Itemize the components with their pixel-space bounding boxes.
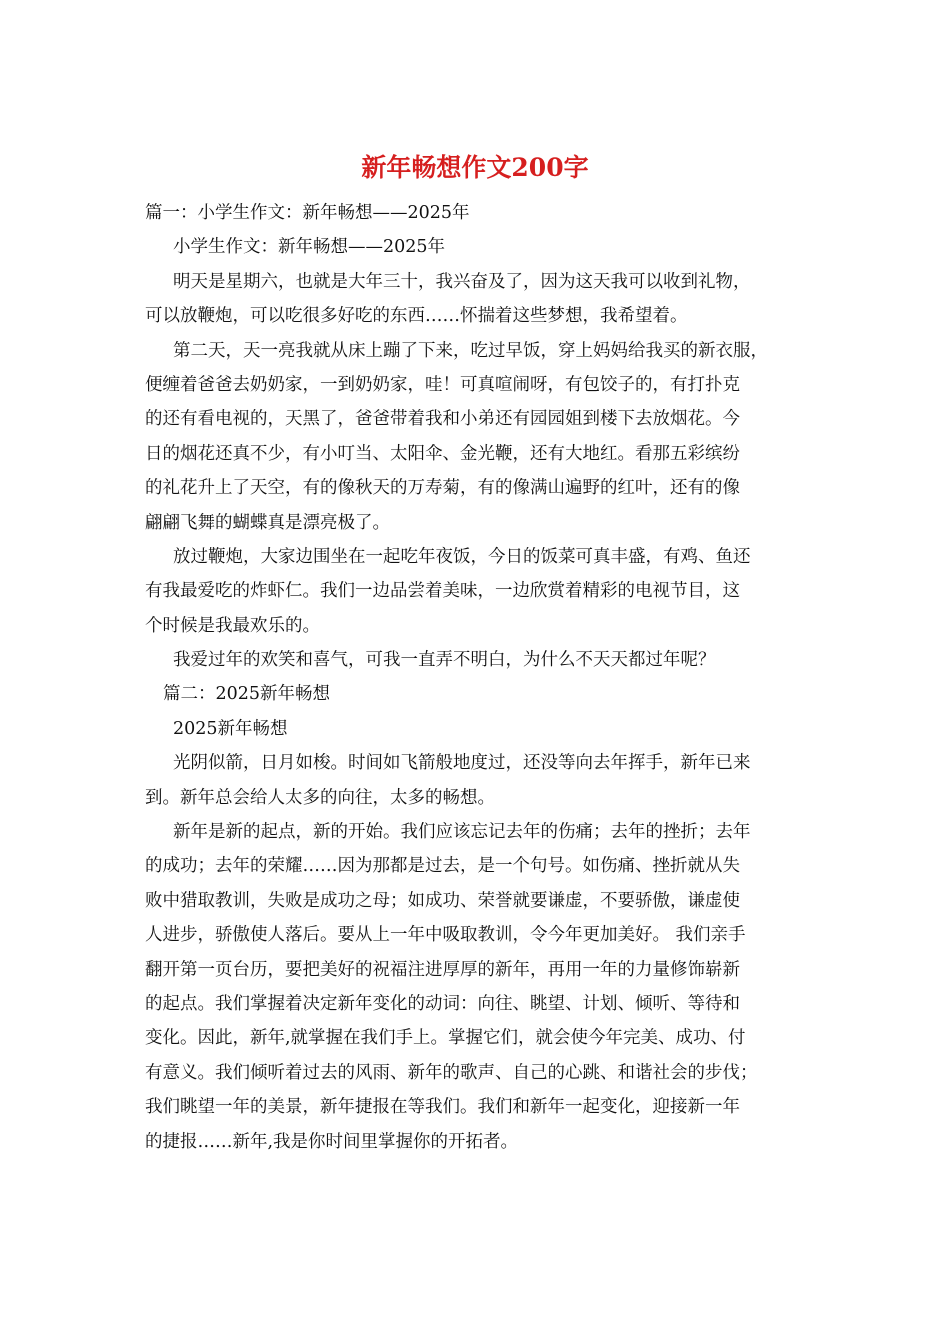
section-subtitle: 2025新年畅想 bbox=[173, 718, 288, 739]
text-line: 新年是新的起点，新的开始。我们应该忘记去年的伤痛；去年的挫折；去年 bbox=[173, 822, 751, 843]
text-line: 光阴似箭，日月如梭。时间如飞箭般地度过，还没等向去年挥手，新年已来 bbox=[173, 753, 751, 774]
text-line: 明天是星期六，也就是大年三十，我兴奋及了，因为这天我可以收到礼物， bbox=[173, 271, 751, 292]
text-line: 我爱过年的欢笑和喜气，可我一直弄不明白，为什么不天天都过年呢？ bbox=[173, 650, 716, 671]
section-heading: 篇二：2025新年畅想 bbox=[163, 684, 331, 705]
text-line: 有我最爱吃的炸虾仁。我们一边品尝着美味，一边欣赏着精彩的电视节目，这 bbox=[145, 581, 740, 602]
text-line: 我们眺望一年的美景，新年捷报在等我们。我们和新年一起变化，迎接新一年 bbox=[145, 1097, 740, 1118]
text-line: 的起点。我们掌握着决定新年变化的动词：向往、眺望、计划、倾听、等待和 bbox=[145, 993, 740, 1014]
text-line: 有意义。我们倾听着过去的风雨、新年的歌声、自己的心跳、和谐社会的步伐； bbox=[145, 1062, 758, 1083]
text-line: 人进步，骄傲使人落后。要从上一年中吸取教训，令今年更加美好。 我们亲手 bbox=[145, 925, 746, 946]
text-line: 翩翩飞舞的蝴蝶真是漂亮极了。 bbox=[145, 512, 390, 533]
text-line: 便缠着爸爸去奶奶家，一到奶奶家，哇！可真喧闹呀，有包饺子的，有打扑克 bbox=[145, 374, 740, 395]
text-line: 变化。因此，新年,就掌握在我们手上。掌握它们，就会使今年完美、成功、付 bbox=[145, 1028, 746, 1049]
document-body bbox=[145, 196, 807, 1159]
text-line: 的礼花升上了天空，有的像秋天的万寿菊，有的像满山遍野的红叶，还有的像 bbox=[145, 478, 740, 499]
text-line: 到。新年总会给人太多的向往，太多的畅想。 bbox=[145, 787, 495, 808]
text-line: 败中猎取教训，失败是成功之母；如成功、荣誉就要谦虚，不要骄傲，谦虚使 bbox=[145, 890, 740, 911]
text-line: 可以放鞭炮，可以吃很多好吃的东西……怀揣着这些梦想，我希望着。 bbox=[145, 306, 688, 327]
text-line: 第二天，天一亮我就从床上蹦了下来，吃过早饭，穿上妈妈给我买的新衣服， bbox=[173, 340, 768, 361]
text-line: 日的烟花还真不少，有小叮当、太阳伞、金光鞭，还有大地红。看那五彩缤纷 bbox=[145, 443, 740, 464]
text-line: 放过鞭炮，大家边围坐在一起吃年夜饭，今日的饭菜可真丰盛，有鸡、鱼还 bbox=[173, 546, 751, 567]
text-line: 的捷报……新年,我是你时间里掌握你的开拓者。 bbox=[145, 1131, 519, 1152]
text-line: 翻开第一页台历，要把美好的祝福注进厚厚的新年，再用一年的力量修饰崭新 bbox=[145, 959, 740, 980]
text-line: 个时候是我最欢乐的。 bbox=[145, 615, 320, 636]
section-heading: 篇一：小学生作文：新年畅想——2025年 bbox=[145, 203, 470, 223]
document-title: 新年畅想作文200字 bbox=[361, 153, 589, 182]
text-line: 的成功；去年的荣耀……因为那都是过去，是一个句号。如伤痛、挫折就从失 bbox=[145, 856, 740, 877]
text-line: 的还有看电视的，天黑了，爸爸带着我和小弟还有园园姐到楼下去放烟花。今 bbox=[145, 409, 740, 430]
section-subtitle: 小学生作文：新年畅想——2025年 bbox=[173, 237, 446, 258]
